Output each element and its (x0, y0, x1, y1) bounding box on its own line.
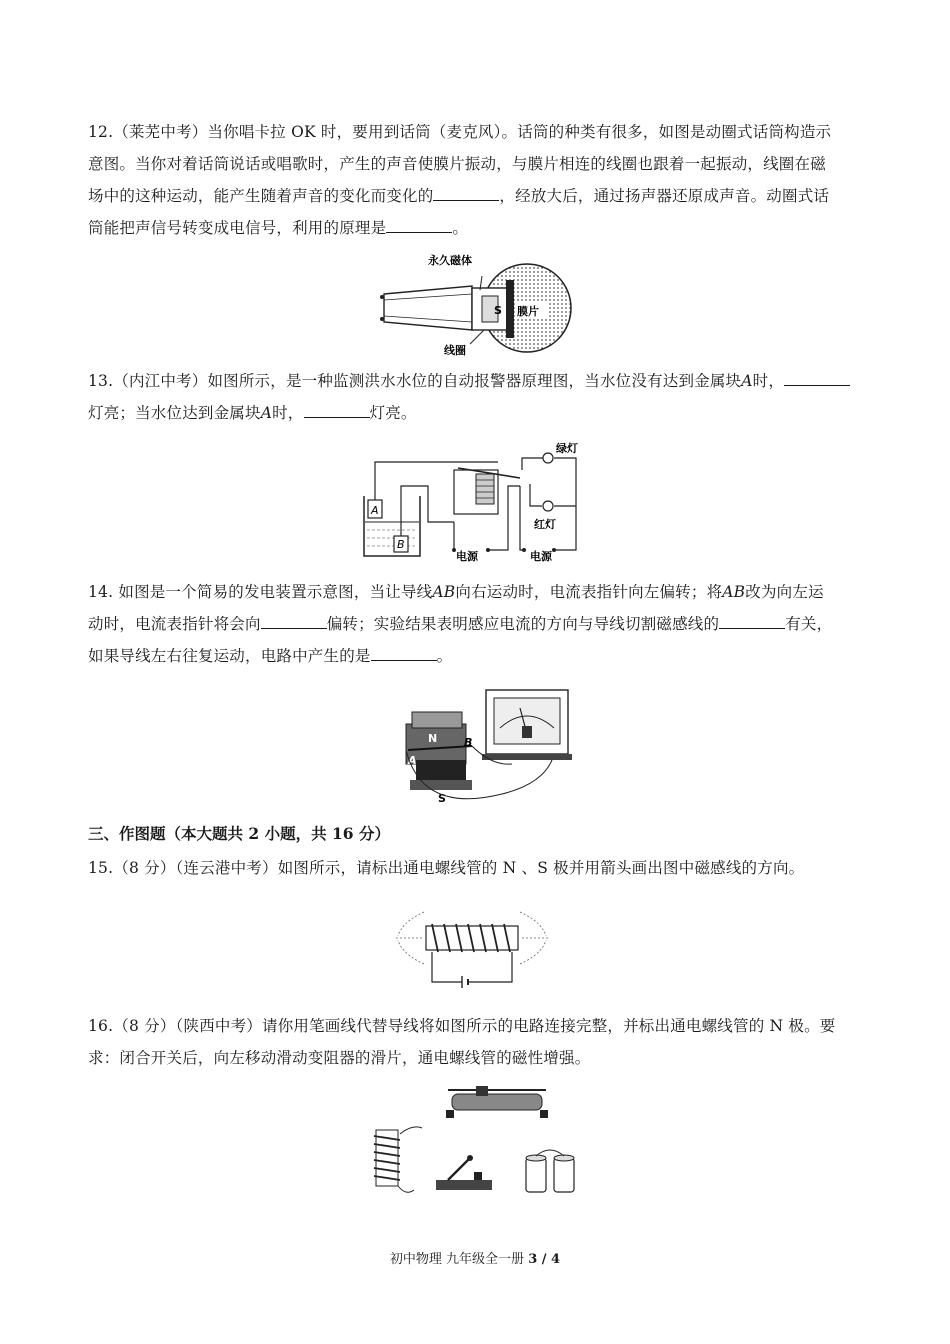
answer-blank[interactable] (433, 182, 499, 201)
answer-blank[interactable] (261, 610, 327, 629)
green-lamp-label: 绿灯 (556, 442, 578, 455)
microphone-figure (372, 250, 572, 358)
q13-line-2: 灯亮；当水位达到金属块A时， 灯亮。 (88, 397, 868, 429)
question-13 (88, 365, 868, 429)
coil (374, 1127, 422, 1192)
answer-blank[interactable] (371, 642, 437, 661)
q12-line-1: 12.（莱芜中考）当你唱卡拉 OK 时，要用到话筒（麦克风）。话筒的种类有很多，如图是动圈式话筒构造示 (88, 123, 832, 141)
answer-blank[interactable] (719, 610, 785, 629)
page-footer (0, 1248, 950, 1267)
q14-line-2: 动时，电流表指针将会向 偏转；实验结果表明感应电流的方向与导线切割磁感线的 有关， (88, 608, 868, 640)
answer-blank[interactable] (784, 367, 850, 386)
membrane-label: 膜片 (517, 305, 539, 318)
circuit-components-figure (366, 1084, 590, 1204)
coil-label: 线圈 (444, 344, 466, 357)
question-16 (88, 1010, 868, 1074)
n-pole-label: N (428, 732, 438, 745)
generator-figure (402, 684, 574, 808)
question-14 (88, 576, 868, 672)
q16-line-2: 求：闭合开关后，向左移动滑动变阻器的滑片，通电螺线管的磁性增强。 (88, 1049, 591, 1067)
q16-line-1: 16.（8 分）（陕西中考）请你用笔画线代替导线将如图所示的电路连接完整，并标出通电螺线管的 N 极。要 (88, 1017, 836, 1035)
s-pole-label: S (494, 304, 502, 317)
block-a-label: A (371, 504, 379, 517)
answer-blank[interactable] (386, 214, 452, 233)
footer-text: 初中物理 九年级全一册 (389, 1252, 525, 1267)
magnet-label: 永久磁体 (428, 254, 472, 267)
rheostat (446, 1086, 548, 1118)
power-label-1: 电源 (456, 550, 478, 563)
q12-line-2: 意图。当你对着话筒说话或唱歌时，产生的声音使膜片振动，与膜片相连的线圈也跟着一起振动，线圈在磁 (88, 155, 826, 173)
batteries (526, 1150, 574, 1192)
page-number: 3 / 4 (528, 1252, 561, 1267)
answer-blank[interactable] (304, 399, 370, 418)
q14-line-3: 如果导线左右往复运动，电路中产生的是 。 (88, 640, 868, 672)
alarm-figure (358, 440, 594, 564)
q12-line-3: 场中的这种运动，能产生随着声音的变化而变化的 ，经放大后，通过扬声器还原成声音。动圈式话 (88, 180, 868, 212)
block-b-label: B (397, 538, 405, 551)
q13-line-1: 13.（内江中考）如图所示，是一种监测洪水水位的自动报警器原理图，当水位没有达到金属块A时， (88, 365, 868, 397)
s-pole-label: S (438, 792, 446, 805)
power-label-2: 电源 (530, 550, 552, 563)
q14-line-1: 14. 如图是一个简易的发电装置示意图，当让导线AB向右运动时，电流表指针向左偏转；将AB改为向左运 (88, 583, 824, 601)
wire-a-label: A (408, 754, 417, 767)
q15-line-1: 15.（8 分）（连云港中考）如图所示，请标出通电螺线管的 N 、S 极并用箭头画出图中磁感线的方向。 (88, 859, 805, 877)
switch (436, 1155, 492, 1190)
question-12 (88, 116, 868, 244)
q12-line-4: 筒能把声信号转变成电信号，利用的原理是 。 (88, 212, 868, 244)
solenoid-figure (394, 896, 550, 996)
question-15 (88, 852, 868, 884)
section-heading: 三、作图题（本大题共 2 小题，共 16 分） (88, 824, 390, 843)
wire-b-label: B (464, 736, 473, 749)
red-lamp-label: 红灯 (534, 518, 556, 531)
